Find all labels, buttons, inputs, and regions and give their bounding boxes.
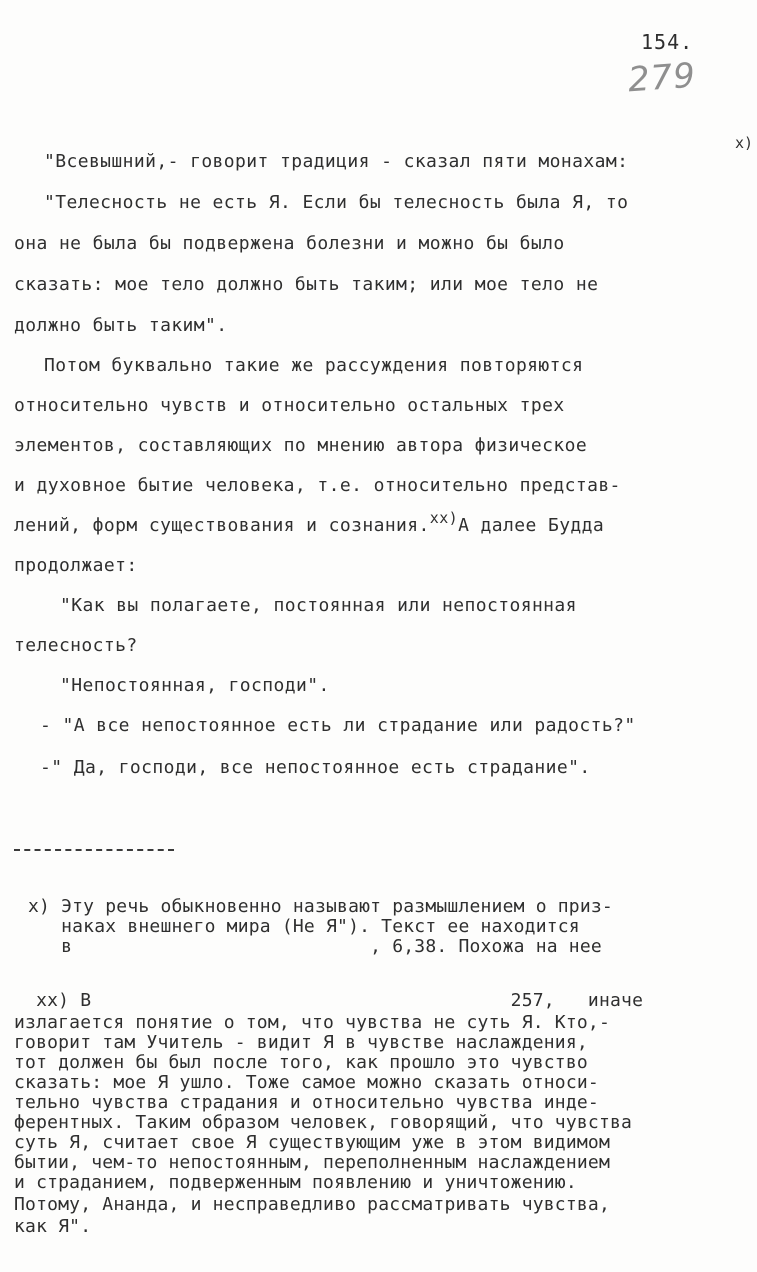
body-line-12: "Как вы полагаете, постоянная или непостоянная (60, 595, 577, 616)
footnote-xx-line-9: бытии, чем-то непостоянным, переполненным наслаждением (14, 1152, 610, 1173)
page-number: 154. (641, 30, 694, 54)
body-line-11: продолжает: (14, 555, 138, 576)
body-line-5: должно быть таким". (14, 315, 228, 336)
body-line-9: и духовное бытие человека, т.е. относительно представ- (14, 475, 621, 496)
body-line-15: - "А все непостоянное есть ли страдание или радость?" (40, 715, 636, 736)
body-line-7: относительно чувств и относительно остальных трех (14, 395, 565, 416)
body-line-10-tail: А далее Будда (458, 515, 605, 536)
body-line-8: элементов, составляющих по мнению автора физическое (14, 435, 588, 456)
footnote-mark-xx: xx) (429, 509, 459, 527)
archive-number: 279 (626, 55, 698, 101)
footnote-xx-line-6: тельно чувства страдания и относительно чувства инде- (14, 1092, 599, 1113)
footnote-xx-line-3: говорит там Учитель - видит Я в чувстве наслаждения, (14, 1032, 588, 1053)
footnote-xx-line-11: Потому, Ананда, и несправедливо рассматривать чувства, (14, 1194, 610, 1215)
footnote-xx-line-2: излагается понятие о том, что чувства не суть Я. Кто,- (14, 1012, 610, 1033)
footnote-x-line-1: x) Эту речь обыкновенно называют размышлением о приз- (28, 896, 613, 917)
footnote-xx-line-8: суть Я, считает свое Я существующим уже в этом видимом (14, 1132, 610, 1153)
body-line-10-text: лений, форм существования и сознания. (14, 515, 430, 536)
footnote-separator (14, 849, 174, 851)
footnote-xx-line-10: и страданием, подверженным появлению и уничтожению. (14, 1172, 577, 1193)
footnote-xx-line-12: как Я". (14, 1216, 92, 1237)
body-line-1: "Всевышний,- говорит традиция - сказал пяти монахам: (44, 151, 629, 172)
body-line-2: "Телесность не есть Я. Если бы телесность была Я, то (44, 192, 629, 213)
footnote-xx-line-5: сказать: мое Я ушло. Тоже самое можно сказать относи- (14, 1072, 599, 1093)
body-line-4: сказать: мое тело должно быть таким; или мое тело не (14, 274, 599, 295)
body-line-6: Потом буквально такие же рассуждения повторяются (44, 355, 584, 376)
footnote-xx-line-4: тот должен бы был после того, как прошло это чувство (14, 1052, 588, 1073)
footnote-x-line-2: наках внешнего мира (Не Я"). Текст ее находится (28, 916, 580, 937)
body-line-10 (14, 509, 605, 536)
body-line-13: телесность? (14, 635, 138, 656)
body-line-14: "Непостоянная, господи". (60, 675, 330, 696)
footnote-xx-line-1: xx) В 257, иначе (14, 990, 644, 1011)
footnote-xx-line-7: ферентных. Таким образом человек, говорящий, что чувства (14, 1112, 633, 1133)
body-line-16: -" Да, господи, все непостоянное есть страдание". (40, 757, 591, 778)
footnote-x-line-3: в , 6,38. Похожа на нее (28, 936, 602, 957)
body-line-3: она не была бы подвержена болезни и можно бы было (14, 233, 565, 254)
footnote-mark-x: x) (735, 134, 754, 152)
